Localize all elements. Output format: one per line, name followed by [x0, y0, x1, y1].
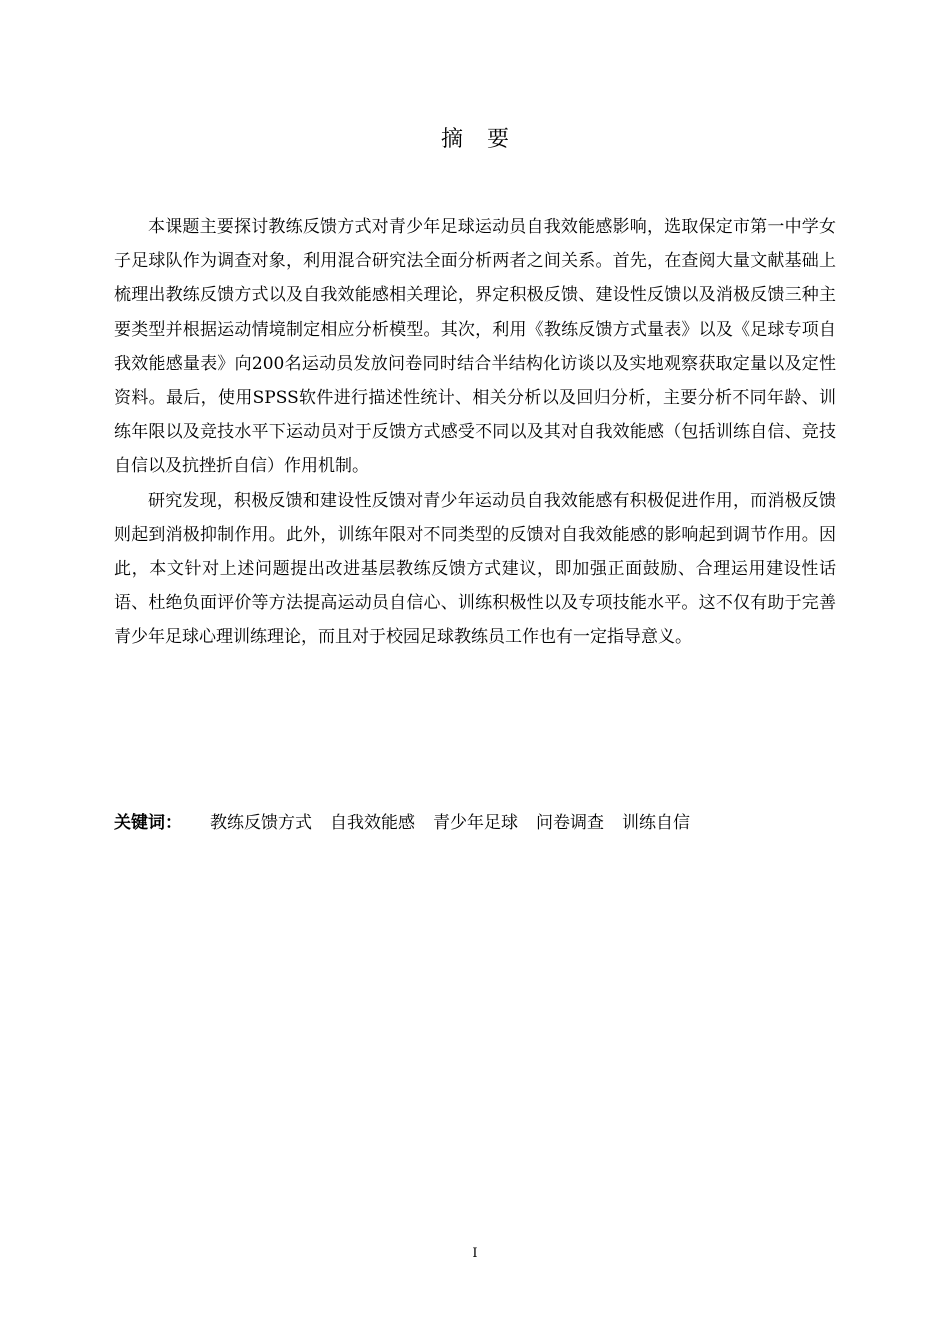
page-title — [0, 122, 950, 158]
page-number: I — [472, 1246, 478, 1261]
keyword-item: 问卷调查 — [536, 813, 604, 833]
abstract-paragraph-2: 研究发现，积极反馈和建设性反馈对青少年运动员自我效能感有积极促进作用，而消极反馈则起到消极抑制作用。此外，训练年限对不同类型的反馈对自我效能感的影响起到调节作用。因此，本文针对上述问题提出改进基层教练反馈方式建议，即加强正面鼓励、合理运用建设性话语、杜绝负面评价等方法提高运动员自信心、训练积极性以及专项技能水平。这不仅有助于完善青少年足球心理训练理论，而且对于校园足球教练员工作也有一定指导意义。 — [114, 490, 836, 648]
abstract-body — [114, 210, 836, 655]
abstract-paragraph-1: 本课题主要探讨教练反馈方式对青少年足球运动员自我效能感影响，选取保定市第一中学女子足球队作为调查对象，利用混合研究法全面分析两者之间关系。首先，在查阅大量文献基础上梳理出教练反馈方式以及自我效能感相关理论，界定积极反馈、建设性反馈以及消极反馈三种主要类型并根据运动情境制定相应分析模型。其次，利用《教练反馈方式量表》以及《足球专项自我效能感量表》向200名运动员发放问卷同时结合半结构化访谈以及实地观察获取定量以及定性资料。最后，使用SPSS软件进行描述性统计、相关分析以及回归分析，主要分析不同年龄、训练年限以及竞技水平下运动员对于反馈方式感受不同以及其对自我效能感（包括训练自信、竞技自信以及抗挫折自信）作用机制。 — [114, 217, 836, 477]
keyword-item: 自我效能感 — [330, 813, 415, 833]
keyword-item: 训练自信 — [622, 813, 690, 833]
keywords-label: 关键词： — [114, 813, 182, 833]
keyword-item: 青少年足球 — [433, 813, 518, 833]
keyword-item: 教练反馈方式 — [210, 813, 312, 833]
title-char-1: 摘 — [440, 127, 463, 152]
title-char-2: 要 — [487, 127, 510, 152]
keywords-line — [114, 808, 708, 838]
